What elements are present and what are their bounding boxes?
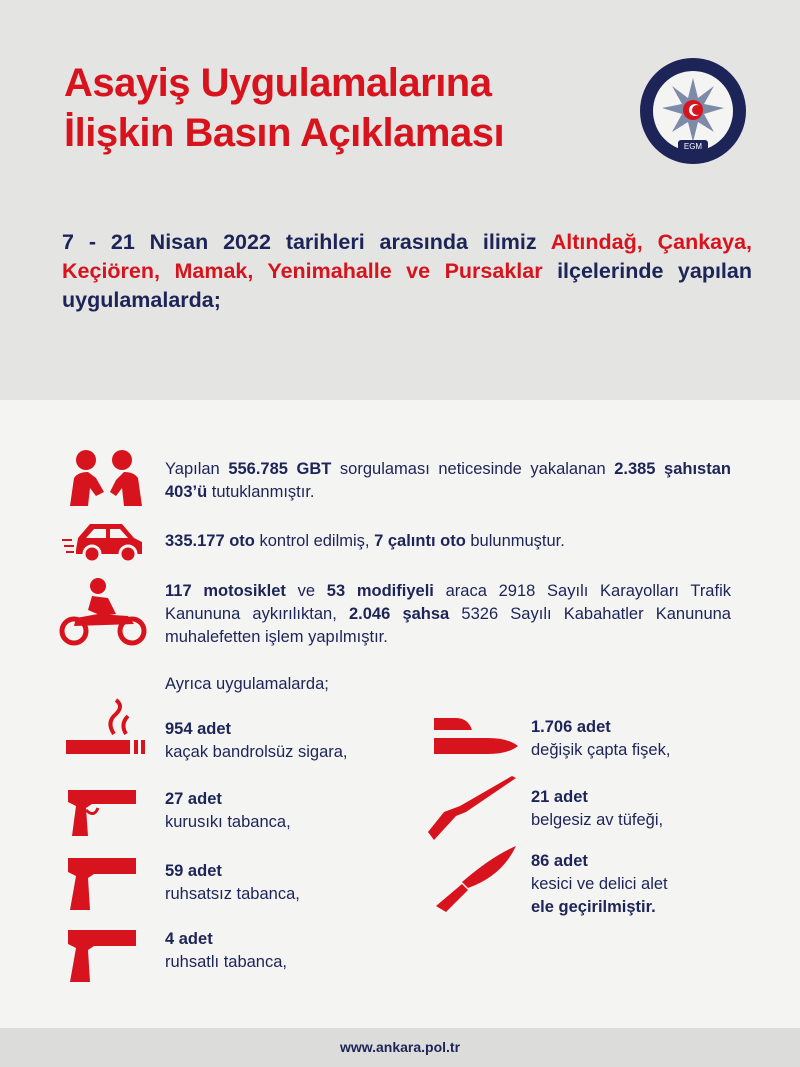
seized-item: 21 adet belgesiz av tüfeği, [531,788,664,829]
footer-url[interactable]: www.ankara.pol.tr [0,1028,800,1067]
moto-text: 117 motosiklet ve 53 modifiyeli araca 2918 Sayılı Karayolları Trafik Kanununa aykırılıktan, 2.046 şahsa 5326 Sayılı Kabahatler Kanununa muhalefetten işlem yapılmıştır. [165,582,731,646]
bullet-icon [432,716,520,756]
seized-item: 4 adet ruhsatlı tabanca, [165,930,287,971]
logo-badge-text: EGM [683,142,703,151]
seized-item: 954 adet kaçak bandrolsüz sigara, [165,720,348,761]
seized-item: 1.706 adet değişik çapta fişek, [531,718,671,759]
knife-icon [432,846,518,916]
shotgun-icon [426,776,518,842]
seized-item: 27 adet kurusıkı tabanca, [165,790,291,831]
pistol-icon [66,928,138,984]
gbt-text: Yapılan 556.785 GBT sorgulaması neticesinde yakalanan 2.385 şahıstan 403’ü tutuklanmıştır. [165,460,731,501]
blank-pistol-icon [66,788,138,838]
motorcycle-icon [58,576,148,646]
intro-paragraph: 7 - 21 Nisan 2022 tarihleri arasında ilimiz Altındağ, Çankaya, Keçiören, Mamak, Yenimahalle ve Pursaklar ilçelerinde yapılan uygulamalarda; [62,230,752,312]
egm-logo [638,56,748,166]
page-title [64,58,504,158]
cigarette-icon [66,698,148,758]
closing-text: ele geçirilmiştir. [531,898,656,916]
pistol-icon [66,856,138,912]
car-icon [62,516,146,564]
seized-item: 59 adet ruhsatsız tabanca, [165,862,300,903]
arrest-icon [66,448,146,506]
seized-item: 86 adet kesici ve delici alet ele geçirilmiştir. [531,852,668,916]
title-line-1: Asayiş Uygulamalarına [64,61,492,105]
also-heading: Ayrıca uygulamalarda; [165,675,329,693]
oto-text: 335.177 oto kontrol edilmiş, 7 çalıntı oto bulunmuştur. [165,532,565,550]
title-line-2: İlişkin Basın Açıklaması [64,111,505,155]
